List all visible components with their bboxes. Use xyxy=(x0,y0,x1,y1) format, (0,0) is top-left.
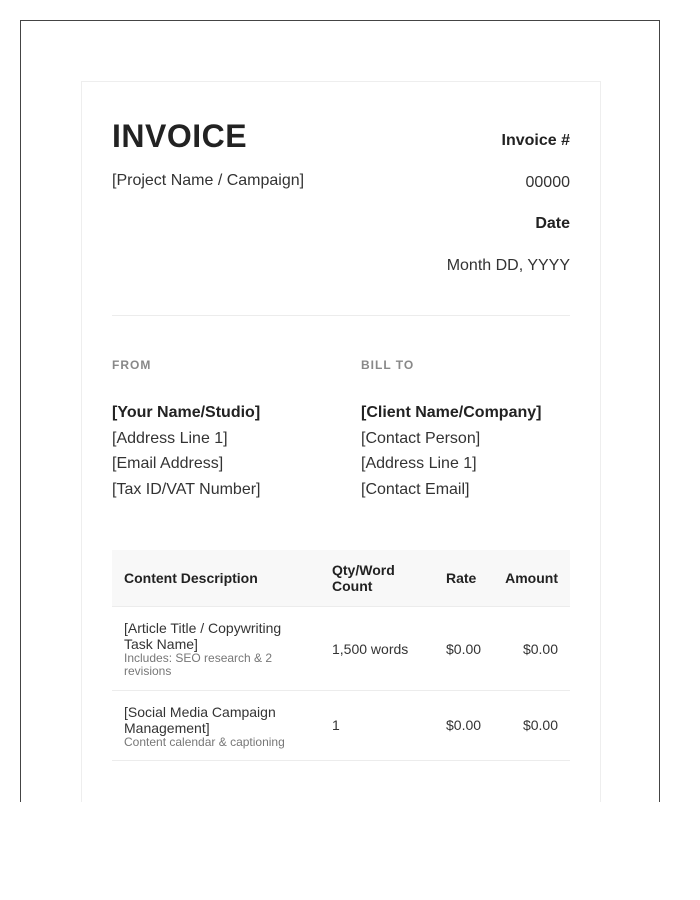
header-rate: Rate xyxy=(446,570,477,586)
date-value: Month DD, YYYY xyxy=(446,257,570,274)
from-address: [Address Line 1] xyxy=(112,429,228,447)
client-email: [Contact Email] xyxy=(361,480,470,498)
invoice-number-label: Invoice # xyxy=(501,132,570,149)
header-description: Content Description xyxy=(124,570,258,586)
from-email: [Email Address] xyxy=(112,455,224,472)
table-header xyxy=(112,550,570,607)
bill-to-section xyxy=(361,358,591,502)
item-qty: 1 xyxy=(332,717,340,733)
item-title: [Social Media Campaign Management] xyxy=(124,704,276,736)
item-amount: $0.00 xyxy=(522,641,558,657)
item-qty: 1,500 words xyxy=(332,641,409,657)
header-divider xyxy=(112,315,570,316)
item-note: Content calendar & captioning xyxy=(124,735,285,749)
from-section xyxy=(112,358,342,502)
header-amount: Amount xyxy=(505,570,558,586)
table-row xyxy=(112,607,570,691)
client-contact: [Contact Person] xyxy=(361,429,481,447)
item-rate: $0.00 xyxy=(446,641,482,657)
line-items-table xyxy=(112,550,570,761)
bill-to-heading: BILL TO xyxy=(361,358,415,372)
from-name: [Your Name/Studio] xyxy=(112,404,261,421)
item-rate: $0.00 xyxy=(446,717,482,733)
date-label: Date xyxy=(535,215,570,232)
client-address: [Address Line 1] xyxy=(361,455,477,472)
invoice-number-value: 00000 xyxy=(525,174,570,191)
item-note: Includes: SEO research & 2 revisions xyxy=(124,651,273,678)
item-amount: $0.00 xyxy=(522,717,558,733)
item-description xyxy=(124,620,304,678)
table-row xyxy=(112,691,570,761)
from-heading: FROM xyxy=(112,358,152,372)
item-title: [Article Title / Copywriting Task Name] xyxy=(124,620,282,652)
header-qty: Qty/Word Count xyxy=(332,562,395,594)
invoice-title: INVOICE xyxy=(112,118,248,154)
from-tax-id: [Tax ID/VAT Number] xyxy=(112,480,261,498)
client-name: [Client Name/Company] xyxy=(361,404,542,421)
document-frame xyxy=(20,20,660,802)
project-name: [Project Name / Campaign] xyxy=(112,172,305,189)
item-description xyxy=(124,704,314,749)
invoice-card xyxy=(81,81,601,802)
